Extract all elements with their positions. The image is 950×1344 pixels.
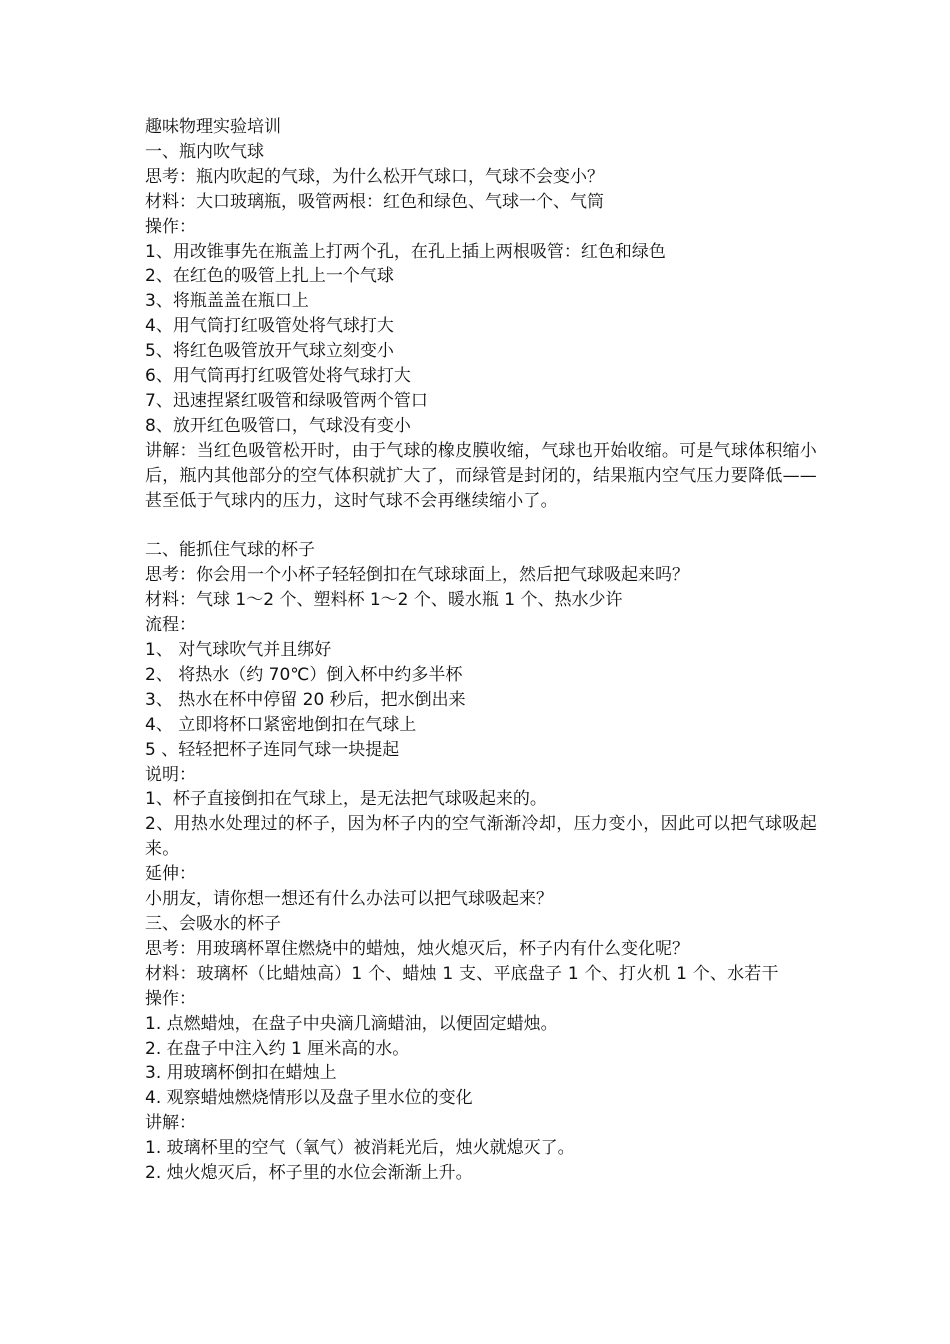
document-body [145, 115, 817, 1186]
section-3-step-2: 2. 在盘子中注入约 1 厘米高的水。 [145, 1038, 410, 1059]
section-1-think: 思考：瓶内吹起的气球，为什么松开气球口，气球不会变小？ [145, 166, 604, 187]
section-1-step-4: 4、用气筒打红吸管处将气球打大 [145, 316, 394, 337]
section-3-op-label: 操作： [145, 988, 196, 1009]
section-1-step-8: 8、放开红色吸管口，气球没有变小 [145, 415, 411, 436]
section-2-extend-label: 延伸： [145, 864, 196, 885]
section-1-step-1: 1、用改锥事先在瓶盖上打两个孔，在孔上插上两根吸管：红色和绿色 [145, 241, 666, 262]
section-3-materials: 材料：玻璃杯（比蜡烛高）1 个、蜡烛 1 支、平底盘子 1 个、打火机 1 个、水若干 [145, 963, 779, 984]
section-2-step-4: 4、 立即将杯口紧密地倒扣在气球上 [145, 714, 417, 735]
section-1-step-5: 5、将红色吸管放开气球立刻变小 [145, 341, 394, 362]
section-2-step-5: 5 、轻轻把杯子连同气球一块提起 [145, 739, 400, 760]
section-3-think: 思考：用玻璃杯罩住燃烧中的蜡烛，烛火熄灭后，杯子内有什么变化呢？ [145, 938, 689, 959]
section-3-step-3: 3. 用玻璃杯倒扣在蜡烛上 [145, 1063, 337, 1084]
section-2-heading: 二、能抓住气球的杯子 [145, 540, 315, 561]
section-2-step-2: 2、 将热水（约 70℃）倒入杯中约多半杯 [145, 664, 463, 685]
section-3-heading: 三、会吸水的杯子 [145, 913, 281, 934]
section-3-explain-1: 1. 玻璃杯里的空气（氧气）被消耗光后，烛火就熄灭了。 [145, 1138, 575, 1159]
section-2-note-1: 1、杯子直接倒扣在气球上，是无法把气球吸起来的。 [145, 789, 547, 810]
section-3-explain-2: 2. 烛火熄灭后，杯子里的水位会渐渐上升。 [145, 1163, 473, 1184]
section-2-flow-label: 流程： [145, 615, 196, 636]
section-1-explain: 讲解：当红色吸管松开时，由于气球的橡皮膜收缩，气球也开始收缩。可是气球体积缩小后，瓶内其他部分的空气体积就扩大了，而绿管是封闭的，结果瓶内空气压力要降低——甚至低于气球内的压力，这时气球不会再继续缩小了。 [145, 440, 817, 511]
section-1-step-6: 6、用气筒再打红吸管处将气球打大 [145, 366, 411, 387]
section-2-step-1: 1、 对气球吹气并且绑好 [145, 640, 332, 661]
section-2-think: 思考：你会用一个小杯子轻轻倒扣在气球球面上，然后把气球吸起来吗？ [145, 565, 689, 586]
section-1-op-label: 操作： [145, 216, 196, 237]
section-2-step-3: 3、 热水在杯中停留 20 秒后，把水倒出来 [145, 689, 466, 710]
section-3-step-1: 1. 点燃蜡烛，在盘子中央滴几滴蜡油，以便固定蜡烛。 [145, 1013, 558, 1034]
section-2-note-label: 说明： [145, 764, 196, 785]
section-2-extend: 小朋友，请你想一想还有什么办法可以把气球吸起来？ [145, 889, 553, 910]
section-1-step-3: 3、将瓶盖盖在瓶口上 [145, 291, 309, 312]
document-title: 趣味物理实验培训 [145, 117, 281, 137]
section-3-step-4: 4. 观察蜡烛燃烧情形以及盘子里水位的变化 [145, 1088, 473, 1109]
section-2-materials: 材料：气球 1～2 个、塑料杯 1～2 个、暖水瓶 1 个、热水少许 [145, 590, 623, 611]
section-1-step-2: 2、在红色的吸管上扎上一个气球 [145, 266, 394, 287]
section-3-explain-label: 讲解： [145, 1113, 196, 1134]
section-1-materials: 材料：大口玻璃瓶，吸管两根：红色和绿色、气球一个、气筒 [145, 191, 604, 212]
blank-line [145, 514, 817, 539]
section-1-heading: 一、瓶内吹气球 [145, 141, 264, 162]
section-1-step-7: 7、迅速捏紧红吸管和绿吸管两个管口 [145, 390, 428, 411]
section-2-note-2: 2、用热水处理过的杯子，因为杯子内的空气渐渐冷却，压力变小，因此可以把气球吸起来。 [145, 814, 817, 860]
